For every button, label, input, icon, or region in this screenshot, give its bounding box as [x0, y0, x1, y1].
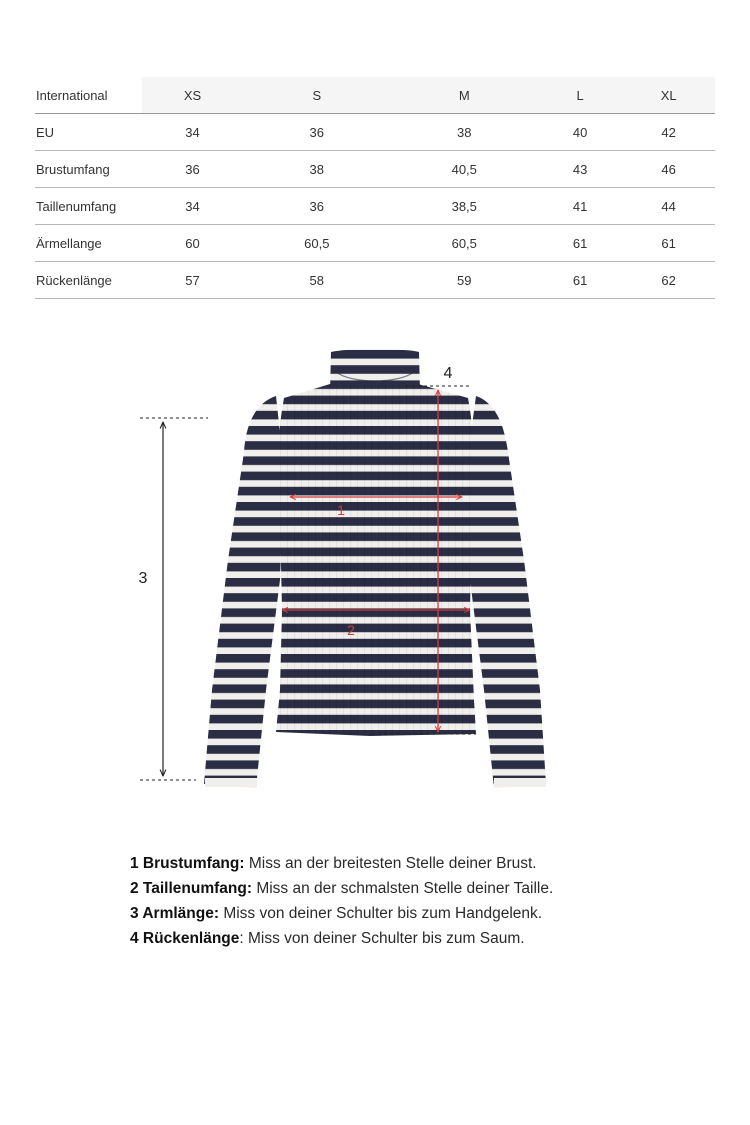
table-cell: 43: [538, 151, 622, 188]
size-col-l: L: [538, 77, 622, 114]
chest-measure-label: 1: [337, 502, 345, 518]
table-cell: 57: [142, 262, 243, 299]
table-cell: 36: [243, 188, 390, 225]
table-cell: 38: [243, 151, 390, 188]
header-label: International: [35, 77, 142, 114]
legend-item-back: [130, 926, 690, 951]
table-row: [35, 262, 715, 299]
row-label: EU: [35, 114, 142, 151]
legend-term: 1 Brustumfang:: [130, 855, 245, 872]
sleeve-measure-label: 3: [138, 570, 148, 587]
size-col-xs: XS: [142, 77, 243, 114]
size-col-xl: XL: [622, 77, 715, 114]
table-cell: 34: [142, 188, 243, 225]
right-sleeve: [466, 396, 546, 788]
table-row: [35, 188, 715, 225]
table-cell: 58: [243, 262, 390, 299]
table-row: [35, 114, 715, 151]
legend-item-sleeve: [130, 901, 690, 926]
size-table: [35, 77, 715, 299]
row-label: Brustumfang: [35, 151, 142, 188]
table-cell: 36: [243, 114, 390, 151]
legend-item-chest: [130, 851, 690, 876]
row-label: Rückenlänge: [35, 262, 142, 299]
table-cell: 46: [622, 151, 715, 188]
table-cell: 44: [622, 188, 715, 225]
row-label: Ärmellange: [35, 225, 142, 262]
legend-item-waist: [130, 876, 690, 901]
table-cell: 59: [391, 262, 538, 299]
table-cell: 61: [538, 262, 622, 299]
table-cell: 41: [538, 188, 622, 225]
table-cell: 40: [538, 114, 622, 151]
table-cell: 36: [142, 151, 243, 188]
legend-text: Miss an der schmalsten Stelle deiner Taille.: [252, 880, 554, 897]
legend-text: Miss von deiner Schulter bis zum Handgelenk.: [219, 905, 543, 922]
size-col-s: S: [243, 77, 390, 114]
legend-term: 2 Taillenumfang:: [130, 880, 253, 897]
table-cell: 42: [622, 114, 715, 151]
back-length-measure-label: 4: [443, 365, 453, 382]
table-cell: 61: [622, 225, 715, 262]
table-cell: 60,5: [243, 225, 390, 262]
legend-term: 3 Armlänge:: [130, 905, 220, 922]
table-row: [35, 151, 715, 188]
legend-text: Miss an der breitesten Stelle deiner Brust.: [244, 855, 537, 872]
table-cell: 62: [622, 262, 715, 299]
size-table-header-row: [35, 77, 715, 114]
legend-text: : Miss von deiner Schulter bis zum Saum.: [239, 930, 525, 947]
table-cell: 38: [391, 114, 538, 151]
table-cell: 60: [142, 225, 243, 262]
waist-measure-label: 2: [347, 622, 355, 638]
table-cell: 61: [538, 225, 622, 262]
table-cell: 34: [142, 114, 243, 151]
left-sleeve: [204, 396, 284, 788]
table-cell: 60,5: [391, 225, 538, 262]
striped-turtleneck-illustration: [204, 349, 546, 788]
garment-measurement-diagram: [0, 330, 750, 810]
table-cell: 38,5: [391, 188, 538, 225]
row-label: Taillenumfang: [35, 188, 142, 225]
measurement-legend: [130, 851, 690, 951]
legend-term: 4 Rückenlänge: [130, 930, 240, 947]
table-cell: 40,5: [391, 151, 538, 188]
table-row: [35, 225, 715, 262]
size-col-m: M: [391, 77, 538, 114]
